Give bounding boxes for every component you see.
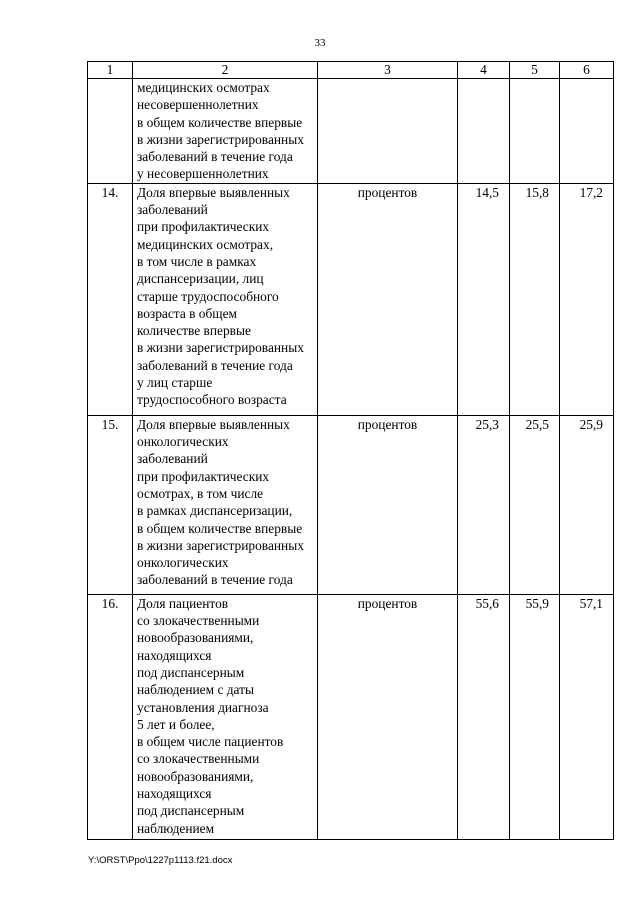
indicator-text <box>133 594 318 839</box>
indicator-text <box>133 183 318 415</box>
header-cell-col2: 2 <box>133 62 318 79</box>
text-line: 5 лет и более, <box>137 716 215 732</box>
text-line: Доля впервые выявленных <box>137 416 290 432</box>
text-line: при профилактических <box>137 468 270 484</box>
value-col4: 25,3 <box>458 415 510 594</box>
unit-cell: процентов <box>318 594 458 839</box>
text-line: наблюдением <box>137 820 215 836</box>
text-line: со злокачественными <box>137 751 260 767</box>
value-col5: 55,9 <box>510 594 560 839</box>
value-col4: 14,5 <box>458 183 510 415</box>
text-line: несовершеннолетних <box>137 97 259 113</box>
header-cell-col3: 3 <box>318 62 458 79</box>
header-cell-col5: 5 <box>510 62 560 79</box>
text-line: в общем количестве впервые <box>137 114 303 130</box>
value-col5 <box>510 79 560 184</box>
value-col6: 25,9 <box>560 415 614 594</box>
unit-cell: процентов <box>318 415 458 594</box>
text-line: установления диагноза <box>137 699 269 715</box>
table-row <box>88 415 614 594</box>
text-line: в общем числе пациентов <box>137 734 284 750</box>
row-number <box>88 79 133 184</box>
text-line: медицинских осмотрах, <box>137 236 274 252</box>
text-line: заболеваний <box>137 451 208 467</box>
text-line: у лиц старше <box>137 375 213 391</box>
text-line: осмотрах, в том числе <box>137 485 264 501</box>
value-col4: 55,6 <box>458 594 510 839</box>
text-line: в общем количестве впервые <box>137 520 303 536</box>
text-line: трудоспособного возраста <box>137 392 287 408</box>
table-row <box>88 79 614 184</box>
header-cell-col6: 6 <box>560 62 614 79</box>
text-line: у несовершеннолетних <box>137 166 269 182</box>
text-line: диспансеризации, лиц <box>137 271 264 287</box>
unit-cell: процентов <box>318 183 458 415</box>
text-line: наблюдением с даты <box>137 682 254 698</box>
page-number: 33 <box>314 37 326 49</box>
text-line: новообразованиями, <box>137 630 254 646</box>
text-line: под диспансерным <box>137 664 245 680</box>
table-row <box>88 594 614 839</box>
text-line: в жизни зарегистрированных <box>137 340 304 356</box>
text-line: в рамках диспансеризации, <box>137 503 293 519</box>
text-line: находящихся <box>137 647 212 663</box>
text-line: находящихся <box>137 786 212 802</box>
text-line: в том числе в рамках <box>137 253 257 269</box>
value-col5: 15,8 <box>510 183 560 415</box>
text-line: в жизни зарегистрированных <box>137 131 304 147</box>
value-col6: 17,2 <box>560 183 614 415</box>
value-col4 <box>458 79 510 184</box>
text-line: заболеваний в течение года <box>137 572 293 588</box>
row-number: 14. <box>88 183 133 415</box>
indicator-text <box>133 415 318 594</box>
unit-cell <box>318 79 458 184</box>
indicators-table <box>87 61 614 840</box>
text-line: под диспансерным <box>137 803 245 819</box>
text-line: количестве впервые <box>137 323 251 339</box>
text-line: онкологических <box>137 434 229 450</box>
text-line: со злокачественными <box>137 613 260 629</box>
header-cell-col1: 1 <box>88 62 133 79</box>
value-col5: 25,5 <box>510 415 560 594</box>
text-line: Доля пациентов <box>137 595 229 611</box>
file-path-footer: Y:\ORST\Ppo\1227p1113.f21.docx <box>88 855 233 866</box>
text-line: онкологических <box>137 555 229 571</box>
text-line: в жизни зарегистрированных <box>137 537 304 553</box>
value-col6 <box>560 79 614 184</box>
indicator-text <box>133 79 318 184</box>
table-header-row <box>88 62 614 79</box>
text-line: заболеваний в течение года <box>137 149 293 165</box>
text-line: старше трудоспособного <box>137 288 279 304</box>
row-number: 15. <box>88 415 133 594</box>
text-line: Доля впервые выявленных <box>137 184 290 200</box>
row-number: 16. <box>88 594 133 839</box>
header-cell-col4: 4 <box>458 62 510 79</box>
text-line: новообразованиями, <box>137 768 254 784</box>
table-row <box>88 183 614 415</box>
text-line: медицинских осмотрах <box>137 80 270 95</box>
text-line: заболеваний в течение года <box>137 357 293 373</box>
text-line: заболеваний <box>137 202 208 218</box>
value-col6: 57,1 <box>560 594 614 839</box>
text-line: при профилактических <box>137 219 270 235</box>
text-line: возраста в общем <box>137 305 238 321</box>
